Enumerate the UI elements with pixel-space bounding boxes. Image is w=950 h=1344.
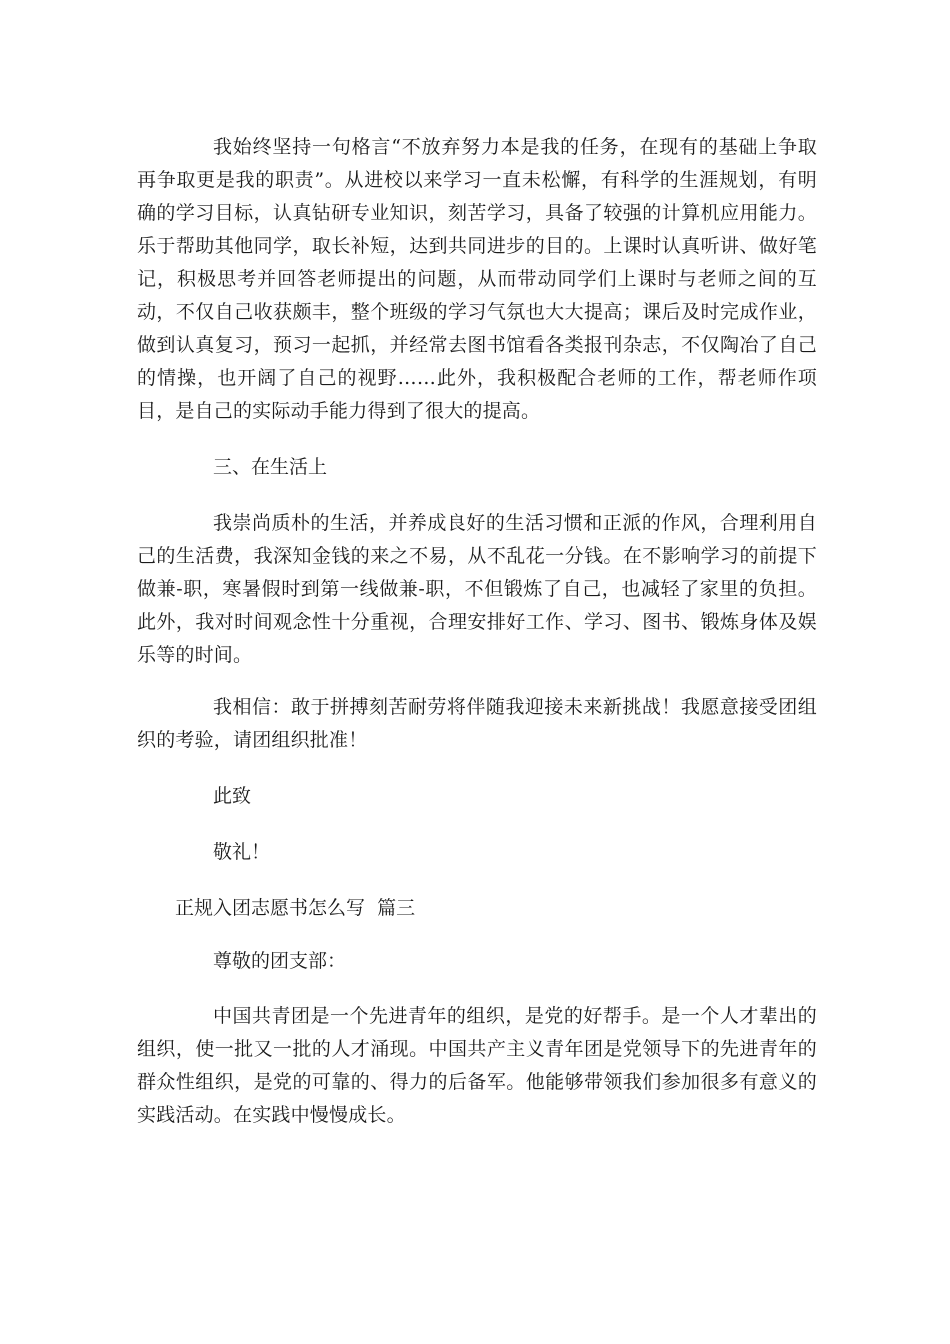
section-title: 正规入团志愿书怎么写 篇三 — [175, 897, 416, 919]
salutation: 尊敬的团支部： — [213, 950, 347, 972]
paragraph-belief: 我相信：敢于拼搏刻苦耐劳将伴随我迎接未来新挑战！我愿意接受团组织的考验，请团组织批准！ — [137, 696, 817, 751]
paragraph-study: 我始终坚持一句格言“不放弃努力本是我的任务，在现有的基础上争取再争取更是我的职责”。从进校以来学习一直未松懈，有科学的生涯规划，有明确的学习目标，认真钻研专业知识，刻苦学习，具备了较强的计算机应用能力。乐于帮助其他同学，取长补短，达到共同进步的目的。上课时认真听讲、做好笔记，积极思考并回答老师提出的问题，从而带动同学们上课时与老师之间的互动，不仅自己收获颇丰，整个班级的学习气氛也大大提高；课后及时完成作业，做到认真复习，预习一起抓，并经常去图书馆看各类报刊杂志，不仅陶冶了自己的情操，也开阔了自己的视野……此外，我积极配合老师的工作，帮老师作项目，是自己的实际动手能力得到了很大的提高。 — [137, 136, 817, 422]
closing-jing-li: 敬礼！ — [213, 841, 271, 863]
paragraph-life: 我崇尚质朴的生活，并养成良好的生活习惯和正派的作风，合理利用自己的生活费，我深知金钱的来之不易，从不乱花一分钱。在不影响学习的前提下做兼-职，寒暑假时到第一线做兼-职，不但锻炼了自己，也减轻了家里的负担。此外，我对时间观念性十分重视，合理安排好工作、学习、图书、锻炼身体及娱乐等的时间。 — [137, 512, 817, 666]
heading-life: 三、在生活上 — [213, 456, 328, 478]
paragraph-intro: 中国共青团是一个先进青年的组织，是党的好帮手。是一个人才辈出的组织，使一批又一批的人才涌现。中国共产主义青年团是党领导下的先进青年的群众性组织，是党的可靠的、得力的后备军。他能够带领我们参加很多有意义的实践活动。在实践中慢慢成长。 — [137, 1005, 817, 1126]
closing-ci-zhi: 此致 — [213, 785, 252, 807]
